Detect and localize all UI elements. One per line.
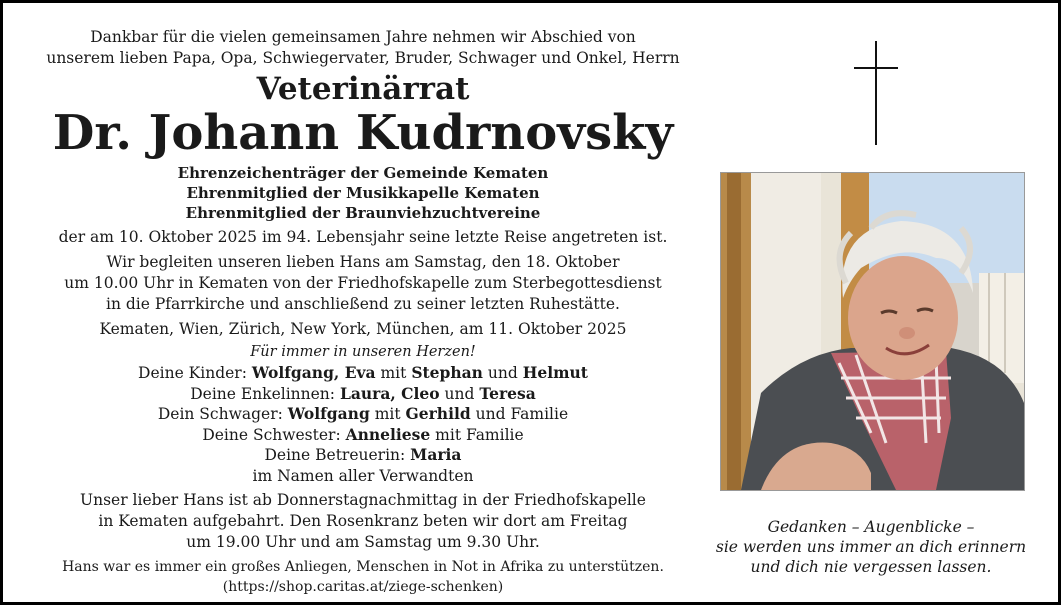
caption-line: sie werden uns immer an dich erinnern xyxy=(715,538,1027,556)
family-connector: und xyxy=(439,384,480,403)
family-name: Laura, Cleo xyxy=(339,383,440,403)
family-name: Teresa xyxy=(479,383,536,403)
honorific-title: Veterinärrat xyxy=(256,71,470,107)
viewing-line: um 19.00 Uhr und am Samstag um 9.30 Uhr. xyxy=(186,533,540,551)
family-relation: Deine Enkelinnen: xyxy=(190,384,340,403)
family-connector: und Familie xyxy=(470,405,569,423)
family-connector: mit xyxy=(369,405,406,423)
intro-line: Dankbar für die vielen gemeinsamen Jahre nehmen wir Abschied von xyxy=(90,28,636,46)
family-list xyxy=(33,363,693,466)
family-relation: Deine Betreuerin: xyxy=(264,446,411,464)
family-relation: Deine Schwester: xyxy=(202,425,346,444)
family-relation: Deine Kinder: xyxy=(138,364,252,382)
honor-line: Ehrenzeichenträger der Gemeinde Kematen xyxy=(177,164,549,182)
family-name: Maria xyxy=(410,445,462,464)
viewing-line: in Kematen aufgebahrt. Den Rosenkranz beten wir dort am Freitag xyxy=(98,512,628,530)
family-line xyxy=(33,363,693,384)
death-announcement: der am 10. Oktober 2025 im 94. Lebensjahr seine letzte Reise angetreten ist. xyxy=(58,228,668,246)
family-line xyxy=(33,425,693,446)
family-line xyxy=(33,384,693,405)
family-connector: mit Familie xyxy=(430,425,524,444)
donation-line: Hans war es immer ein großes Anliegen, Menschen in Not in Afrika zu unterstützen. xyxy=(62,559,664,575)
funeral-details xyxy=(33,252,693,315)
honor-line: Ehrenmitglied der Musikkapelle Kematen xyxy=(186,184,540,202)
family-name: Anneliese xyxy=(345,424,431,444)
viewing-line: Unser lieber Hans ist ab Donnerstagnachmittag in der Friedhofskapelle xyxy=(80,491,646,509)
family-name: Wolfgang, Eva xyxy=(251,363,376,382)
place-and-date: Kematen, Wien, Zürich, New York, München, am 11. Oktober 2025 xyxy=(99,320,627,338)
obituary-text-column xyxy=(33,27,693,597)
family-relation: Dein Schwager: xyxy=(157,405,288,423)
funeral-line: Wir begleiten unseren lieben Hans am Samstag, den 18. Oktober xyxy=(106,253,620,271)
caption-line: und dich nie vergessen lassen. xyxy=(750,558,992,576)
honors-list xyxy=(33,163,693,223)
family-connector: und xyxy=(482,364,523,382)
family-name: Gerhild xyxy=(405,404,471,423)
donation-note xyxy=(33,557,693,597)
family-line xyxy=(33,404,693,425)
funeral-line: um 10.00 Uhr in Kematen von der Friedhofskapelle zum Sterbegottesdienst xyxy=(64,274,662,292)
relatives-line: im Namen aller Verwandten xyxy=(252,466,474,485)
family-line xyxy=(33,445,693,466)
funeral-line: in die Pfarrkirche und anschließend zu seiner letzten Ruhestätte. xyxy=(106,295,620,313)
family-connector: mit xyxy=(375,364,412,382)
intro-text xyxy=(33,27,693,69)
donation-link[interactable]: (https://shop.caritas.at/ziege-schenken) xyxy=(222,579,504,595)
viewing-details xyxy=(33,490,693,553)
family-name: Stephan xyxy=(411,363,483,382)
family-name: Wolfgang xyxy=(287,404,370,423)
memorial-motto: Für immer in unseren Herzen! xyxy=(250,344,476,360)
caption-line: Gedanken – Augenblicke – xyxy=(767,518,975,536)
photo-caption xyxy=(708,517,1034,577)
cross-icon xyxy=(854,41,898,145)
intro-line: unserem lieben Papa, Opa, Schwiegervater, Bruder, Schwager und Onkel, Herrn xyxy=(46,49,680,67)
deceased-name: Dr. Johann Kudrnovsky xyxy=(52,105,674,161)
portrait-illustration xyxy=(721,173,1024,490)
portrait-photo xyxy=(720,172,1025,491)
family-name: Helmut xyxy=(522,363,588,382)
honor-line: Ehrenmitglied der Braunviehzuchtvereine xyxy=(185,204,541,222)
